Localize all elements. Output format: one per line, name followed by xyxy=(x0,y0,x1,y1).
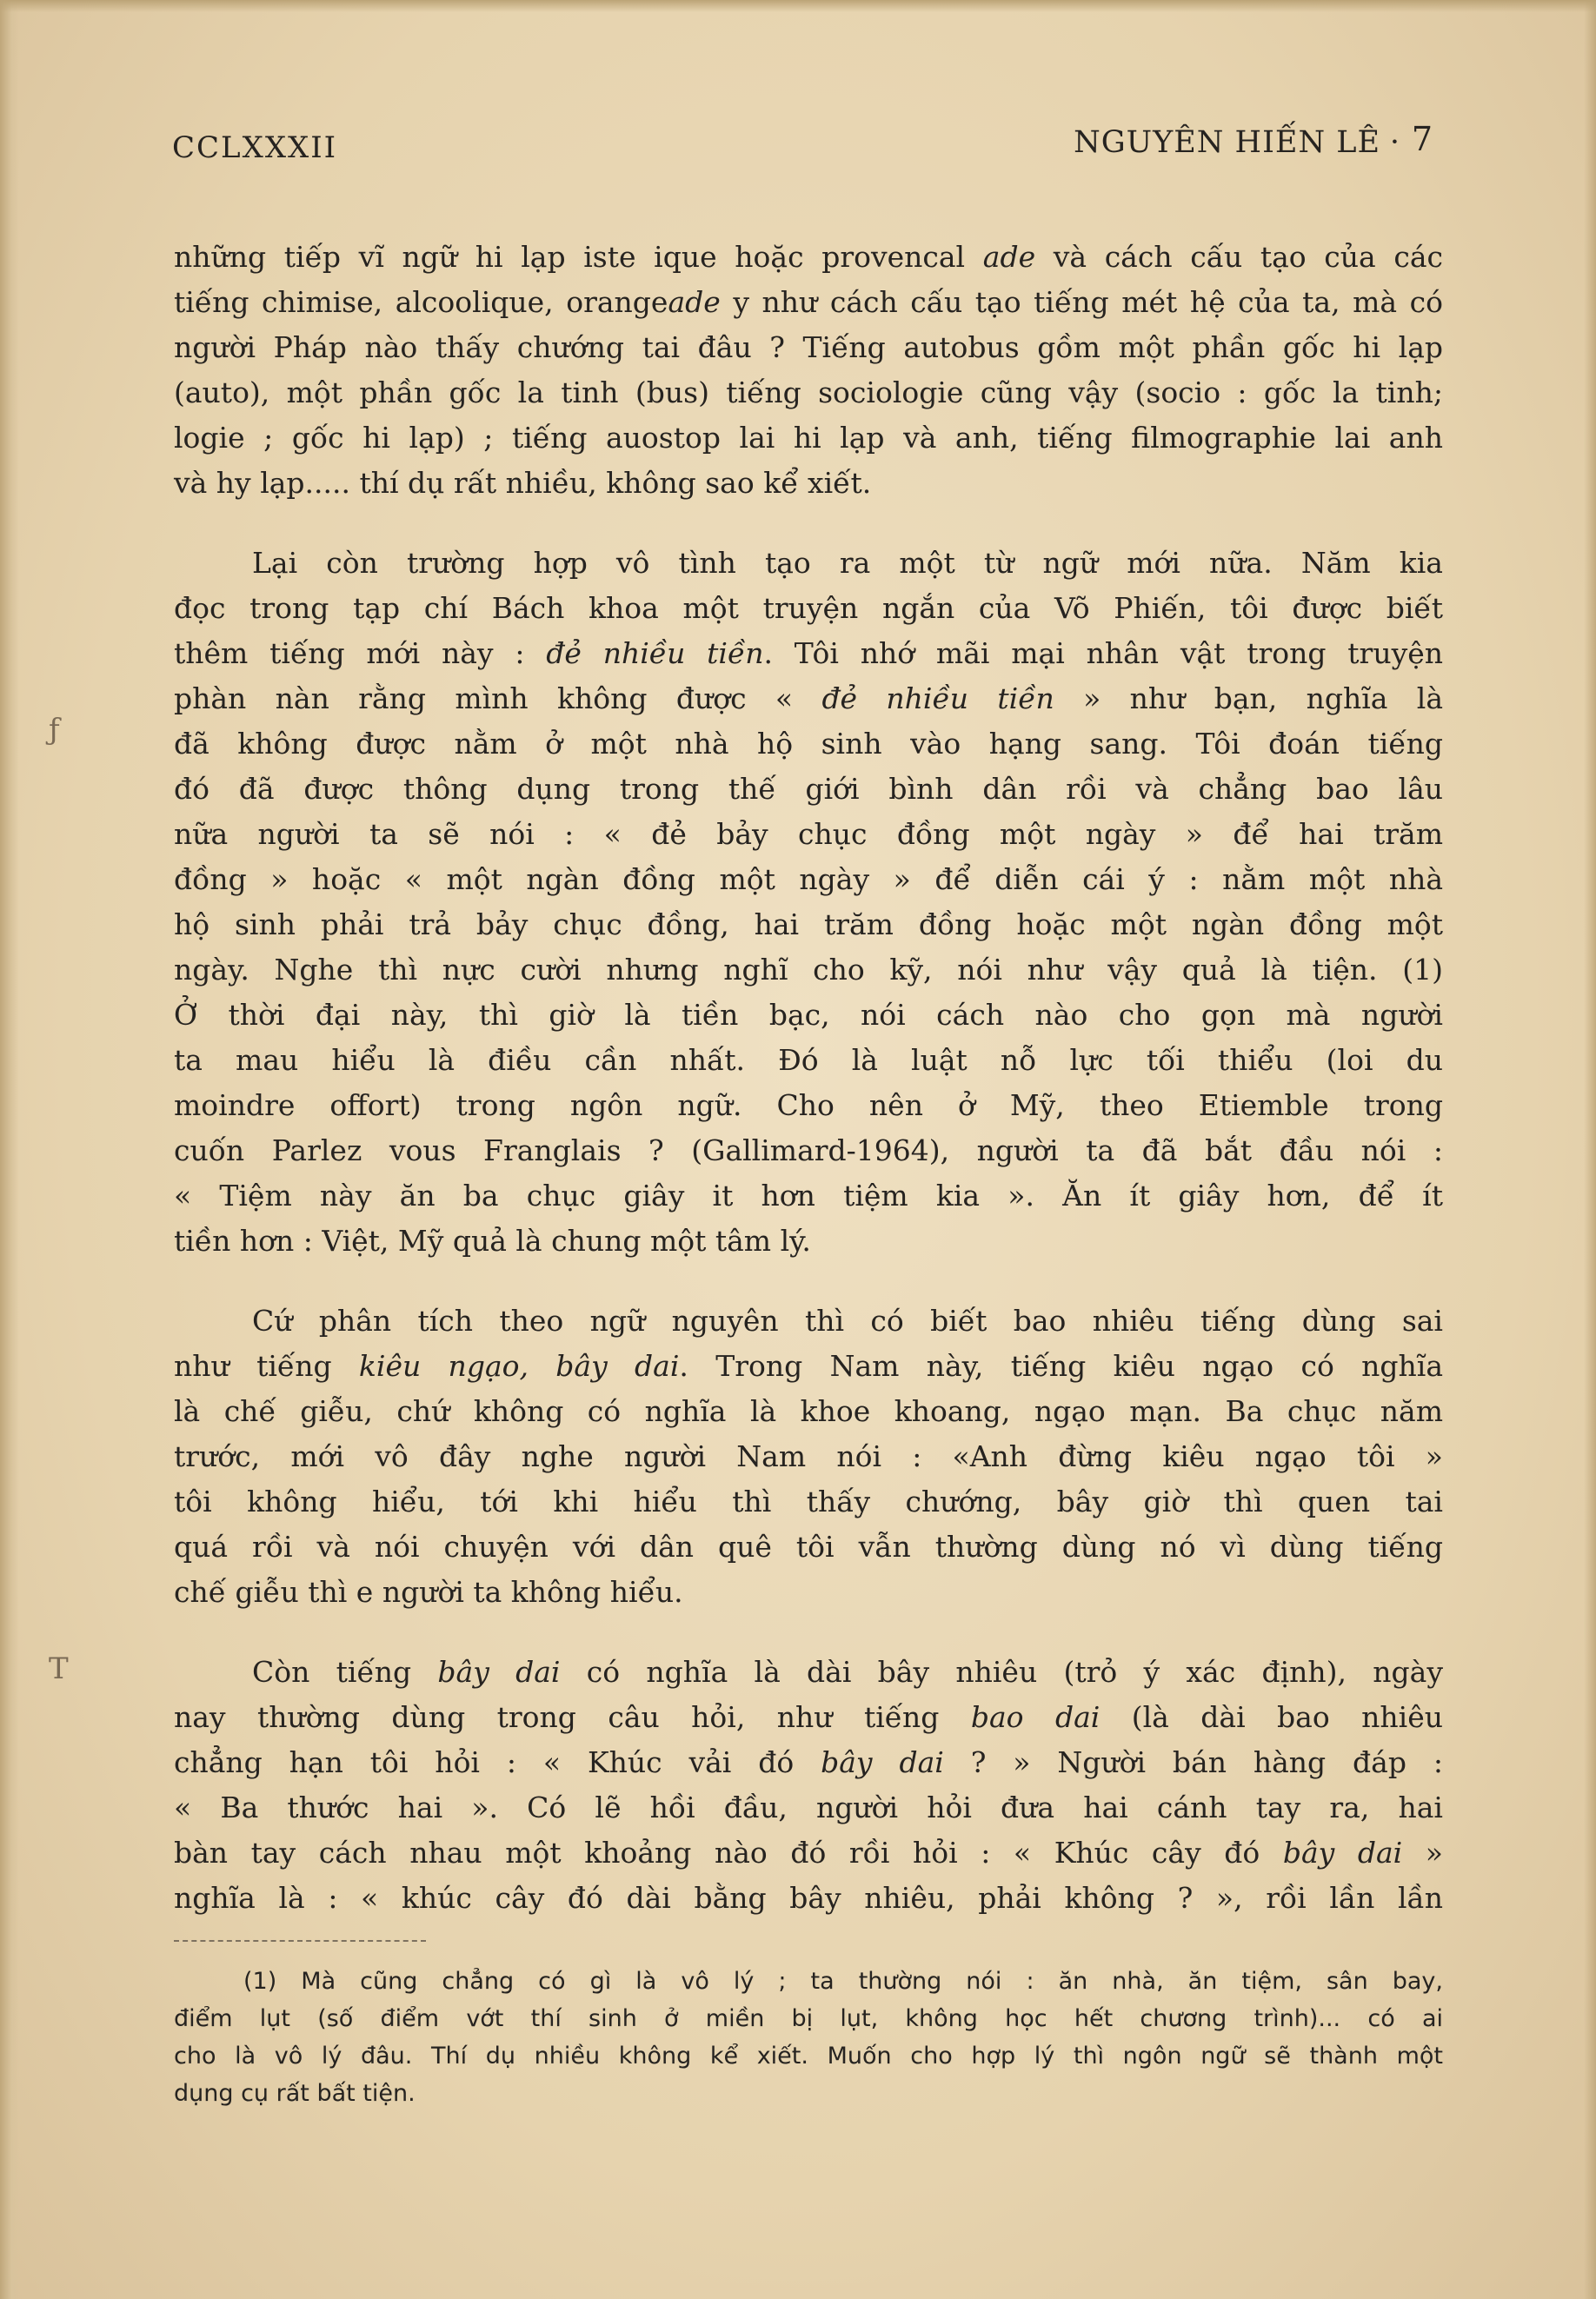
page-top-edge xyxy=(0,0,1596,12)
text-line: « Ba thước hai ». Có lẽ hồi đầu, người hỏi đưa hai cánh tay ra, hai xyxy=(174,1791,1443,1824)
header-author: NGUYÊN HIẾN LÊ xyxy=(1074,125,1380,160)
text-line: đọc trong tạp chí Bách khoa một truyện ngắn của Võ Phiến, tôi được biết xyxy=(174,591,1443,625)
text-line: Lại còn trường hợp vô tình tạo ra một từ ngữ mới nữa. Năm kia xyxy=(252,546,1443,580)
text-line: tiếng chimise, alcoolique, orangeade y như cách cấu tạo tiếng mét hệ của ta, mà có xyxy=(174,285,1443,319)
header-separator: · xyxy=(1389,125,1400,160)
italic-term: đẻ nhiều tiền xyxy=(821,681,1054,715)
margin-mark: T xyxy=(49,1651,69,1686)
text-line: tôi không hiểu, tới khi hiểu thì thấy chướng, bây giờ thì quen tai xyxy=(174,1485,1443,1518)
text-line: và hy lạp..... thí dụ rất nhiều, không sao kể xiết. xyxy=(174,466,872,500)
text-line: logie ; gốc hi lạp) ; tiếng auostop lai hi lạp và anh, tiếng filmographie lai anh xyxy=(174,421,1443,455)
text-line: cuốn Parlez vous Franglais ? (Gallimard-1964), người ta đã bắt đầu nói : xyxy=(174,1133,1443,1167)
text-line: Ở thời đại này, thì giờ là tiền bạc, nói cách nào cho gọn mà người xyxy=(174,998,1443,1032)
text-line: trước, mới vô đây nghe người Nam nói : «Anh đừng kiêu ngạo tôi » xyxy=(174,1439,1443,1473)
text-line: thêm tiếng mới này : đẻ nhiều tiền. Tôi nhớ mãi mại nhân vật trong truyện xyxy=(174,636,1443,670)
text-line: đó đã được thông dụng trong thế giới bình dân rồi và chẳng bao lâu xyxy=(174,772,1443,806)
text-line: chẳng hạn tôi hỏi : « Khúc vải đó bây dai ? » Người bán hàng đáp : xyxy=(174,1745,1443,1779)
header-section-number: CCLXXXII xyxy=(172,130,338,165)
margin-mark: ƒ xyxy=(49,713,60,748)
footnote-line: cho là vô lý đâu. Thí dụ nhiều không kể xiết. Muốn cho hợp lý thì ngôn ngữ sẽ thành một xyxy=(174,2043,1443,2070)
paragraph xyxy=(174,541,1443,1264)
body-text xyxy=(174,235,1443,1956)
italic-term: bây dai xyxy=(1282,1836,1403,1870)
paragraph xyxy=(174,1650,1443,1921)
text-line: đã không được nằm ở một nhà hộ sinh vào hạng sang. Tôi đoán tiếng xyxy=(174,727,1443,761)
footnote-divider xyxy=(174,1940,426,1942)
text-line: những tiếp vĩ ngữ hi lạp iste ique hoặc provencal ade và cách cấu tạo của các xyxy=(174,240,1443,274)
text-line: ta mau hiểu là điều cần nhất. Đó là luật nỗ lực tối thiểu (loi du xyxy=(174,1043,1443,1077)
text-line: đồng » hoặc « một ngàn đồng một ngày » để diễn cái ý : nằm một nhà xyxy=(174,862,1443,896)
text-line: nữa người ta sẽ nói : « đẻ bảy chục đồng một ngày » để hai trăm xyxy=(174,817,1443,851)
text-line: như tiếng kiêu ngạo, bây dai. Trong Nam này, tiếng kiêu ngạo có nghĩa xyxy=(174,1349,1443,1383)
text-line: nghĩa là : « khúc cây đó dài bằng bây nhiêu, phải không ? », rồi lần lần xyxy=(174,1881,1443,1915)
italic-term: bây dai xyxy=(437,1655,561,1689)
footnote-line: điểm lụt (số điểm vớt thí sinh ở miền bị lụt, không học hết chương trình)... có ai xyxy=(174,2005,1443,2032)
page-number: 7 xyxy=(1411,120,1433,158)
footnote-line: dụng cụ rất bất tiện. xyxy=(174,2080,416,2107)
italic-term: đẻ nhiều tiền xyxy=(546,636,764,670)
paragraph xyxy=(174,235,1443,506)
text-line: phàn nàn rằng mình không được « đẻ nhiều tiền » như bạn, nghĩa là xyxy=(174,681,1444,715)
text-line: hộ sinh phải trả bảy chục đồng, hai trăm đồng hoặc một ngàn đồng một xyxy=(174,907,1443,941)
paragraph xyxy=(174,1299,1443,1615)
footnote-line: (1) Mà cũng chẳng có gì là vô lý ; ta thường nói : ăn nhà, ăn tiệm, sân bay, xyxy=(243,1968,1443,1995)
text-line: người Pháp nào thấy chướng tai đâu ? Tiếng autobus gồm một phần gốc hi lạp xyxy=(174,330,1443,364)
text-line: bàn tay cách nhau một khoảng nào đó rồi hỏi : « Khúc cây đó bây dai » xyxy=(174,1836,1443,1870)
footnote xyxy=(174,1963,1443,2112)
italic-term: bây dai xyxy=(821,1745,944,1779)
text-line: (auto), một phần gốc la tinh (bus) tiếng sociologie cũng vậy (socio : gốc la tinh; xyxy=(174,375,1443,409)
text-line: Cứ phân tích theo ngữ nguyên thì có biết bao nhiêu tiếng dùng sai xyxy=(252,1304,1443,1338)
text-line: ngày. Nghe thì nực cười nhưng nghĩ cho kỹ, nói như vậy quả là tiện. (1) xyxy=(174,953,1443,987)
page-left-edge xyxy=(0,0,19,2299)
text-line: moindre offort) trong ngôn ngữ. Cho nên ở Mỹ, theo Etiemble trong xyxy=(174,1088,1443,1122)
italic-term: kiêu ngạo, bây dai xyxy=(358,1349,680,1383)
running-header xyxy=(172,120,1433,172)
text-line: tiền hơn : Việt, Mỹ quả là chung một tâm lý. xyxy=(174,1224,811,1258)
page-right-edge xyxy=(1584,0,1596,2299)
italic-term: bao dai xyxy=(970,1700,1101,1734)
text-line: quá rồi và nói chuyện với dân quê tôi vẫn thường dùng nó vì dùng tiếng xyxy=(174,1530,1443,1564)
italic-term: ade xyxy=(982,240,1036,274)
italic-term: ade xyxy=(668,285,721,319)
text-line: chế giễu thì e người ta không hiểu. xyxy=(174,1575,683,1609)
text-line: « Tiệm này ăn ba chục giây it hơn tiệm kia ». Ăn ít giây hơn, để ít xyxy=(174,1179,1443,1213)
text-line: là chế giễu, chứ không có nghĩa là khoe khoang, ngạo mạn. Ba chục năm xyxy=(174,1394,1443,1428)
text-line: Còn tiếng bây dai có nghĩa là dài bây nhiêu (trỏ ý xác định), ngày xyxy=(252,1655,1443,1689)
text-line: nay thường dùng trong câu hỏi, như tiếng bao dai (là dài bao nhiêu xyxy=(174,1700,1443,1734)
